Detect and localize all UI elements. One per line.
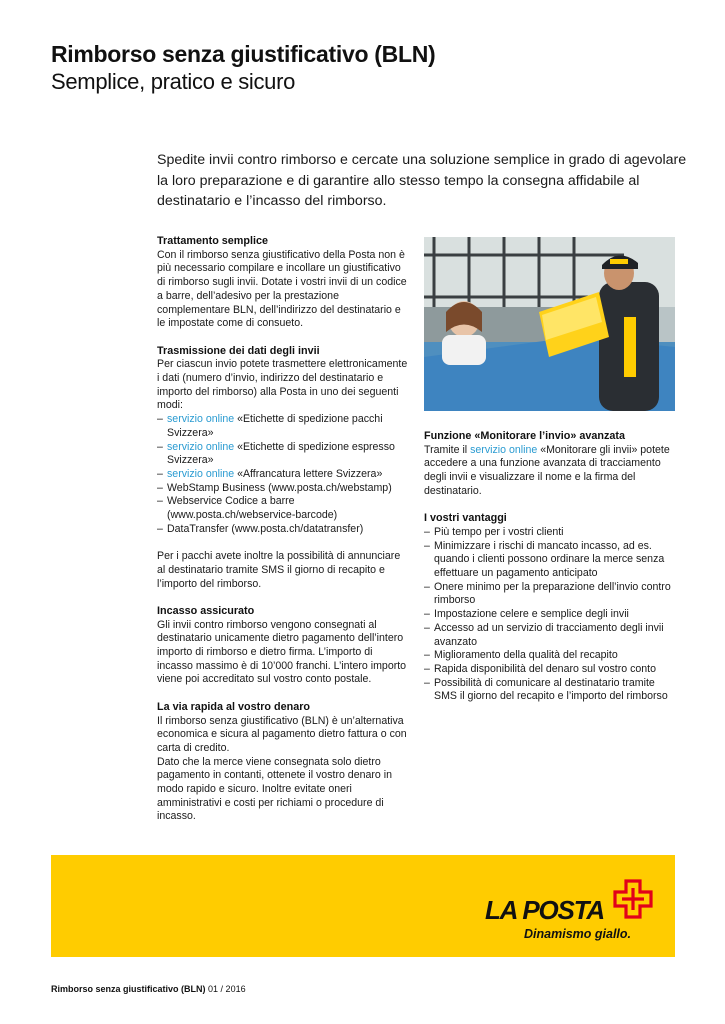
swiss-cross-icon [613, 879, 653, 919]
list-item: – Webservice Codice a barre (www.posta.ch/webservice-barcode) [157, 495, 409, 522]
section-via-rapida [157, 701, 409, 824]
list-item: – Onere minimo per la preparazione dell’invio contro rimborso [424, 581, 676, 608]
page-title: Rimborso senza giustificativo (BLN) [51, 41, 436, 67]
page-footer [51, 984, 246, 994]
list-item: – Miglioramento della qualità del recapito [424, 649, 676, 663]
brand-banner [51, 855, 675, 957]
left-column [157, 235, 409, 838]
page-subtitle: Semplice, pratico e sicuro [51, 69, 296, 94]
list-item: – WebStamp Business (www.posta.ch/webstamp) [157, 482, 409, 496]
section-incasso [157, 605, 409, 687]
list-item: – Rapida disponibilità del denaro sul vostro conto [424, 663, 676, 677]
section-heading: Incasso assicurato [157, 604, 255, 617]
transmission-methods-list [157, 413, 409, 536]
section-trattamento [157, 235, 409, 331]
list-item: – DataTransfer (www.posta.ch/datatransfer) [157, 523, 409, 537]
section-text: Il rimborso senza giustificativo (BLN) è un’alternativa economica e sicura al pagamento dietro fattura o con carta di credito. [157, 714, 407, 754]
online-service-link[interactable]: servizio online [167, 467, 235, 480]
logo-text: LA POSTA [485, 895, 604, 925]
section-heading: La via rapida al vostro denaro [157, 700, 311, 713]
section-text: Per i pacchi avete inoltre la possibilità di annunciare al destinatario tramite SMS il giorno di recapito e l’importo del rimborso. [157, 550, 401, 590]
section-text: Tramite il servizio online «Monitorare gli invii» potete accedere a una funzione avanzata di tracciamento degli invii e visualizzare il nome e la firma del destinatario. [424, 443, 670, 497]
section-vantaggi [424, 512, 676, 704]
section-text: Per ciascun invio potete trasmettere elettronicamente i dati (numero d’invio, indirizzo del destinatario e importo del rimborso) alla Posta in uno dei seguenti modi: [157, 358, 408, 412]
section-trasmissione [157, 345, 409, 537]
advantages-list [424, 526, 676, 704]
online-service-link[interactable]: servizio online [167, 440, 235, 453]
list-item: – servizio online «Affrancatura lettere Svizzera» [157, 468, 409, 482]
section-heading: Funzione «Monitorare l’invio» avanzata [424, 430, 625, 442]
right-column [424, 430, 676, 718]
list-item: – servizio online «Etichette di spedizione espresso Svizzera» [157, 441, 409, 468]
page-header [51, 40, 691, 96]
section-heading: Trasmissione dei dati degli invii [157, 344, 320, 357]
postman-illustration [424, 237, 675, 411]
online-service-link[interactable]: servizio online [167, 413, 235, 426]
section-monitorare [424, 430, 676, 499]
postman-photo [424, 237, 675, 411]
section-text: Con il rimborso senza giustificativo della Posta non è più necessario compilare e incollare un giustificativo di rimborso sugli invii. Dotate i vostri invii di un codice a barre, dell’adesivo per la prestazione complementare BLN, dell’indirizzo del destinatario e le impostate come di consueto. [157, 248, 407, 330]
slogan: Dinamismo giallo. [524, 927, 631, 941]
la-posta-logo [483, 877, 653, 947]
list-item: – Impostazione celere e semplice degli invii [424, 608, 676, 622]
list-item: – Più tempo per i vostri clienti [424, 526, 676, 540]
list-item: – Possibilità di comunicare al destinatario tramite SMS il giorno del recapito e l’importo del rimborso [424, 677, 676, 704]
section-text: Gli invii contro rimborso vengono consegnati al destinatario unicamente dietro pagamento dell’intero importo di rimborso e dietro firma. L’importo di incasso massimo è di 10’000 franchi. L’intero importo viene poi accreditato sul vostro conto postale. [157, 618, 407, 686]
footer-date: 01 / 2016 [208, 984, 246, 994]
list-item: – servizio online «Etichette di spedizione pacchi Svizzera» [157, 413, 409, 440]
section-heading: I vostri vantaggi [424, 512, 507, 525]
online-service-link[interactable]: servizio online [470, 443, 538, 456]
list-item: – Minimizzare i rischi di mancato incasso, ad es. quando i clienti possono ordinare la merce senza effettuare un pagamento anticipato [424, 540, 676, 581]
section-heading: Trattamento semplice [157, 235, 269, 247]
footer-title: Rimborso senza giustificativo (BLN) [51, 984, 206, 994]
section-sms [157, 550, 409, 591]
list-item: – Accesso ad un servizio di tracciamento degli invii avanzato [424, 622, 676, 649]
section-text: Dato che la merce viene consegnata solo dietro pagamento in contanti, ottenete il vostro denaro in modo rapido e sicuro. Inoltre evitate oneri amministrativi e costi per richiami o procedure di incasso. [157, 755, 392, 823]
intro-paragraph: Spedite invii contro rimborso e cercate una soluzione semplice in grado di agevolare la loro preparazione e di garantire allo stesso tempo la consegna affidabile al destinatario e l’incasso del rimborso. [157, 152, 687, 209]
